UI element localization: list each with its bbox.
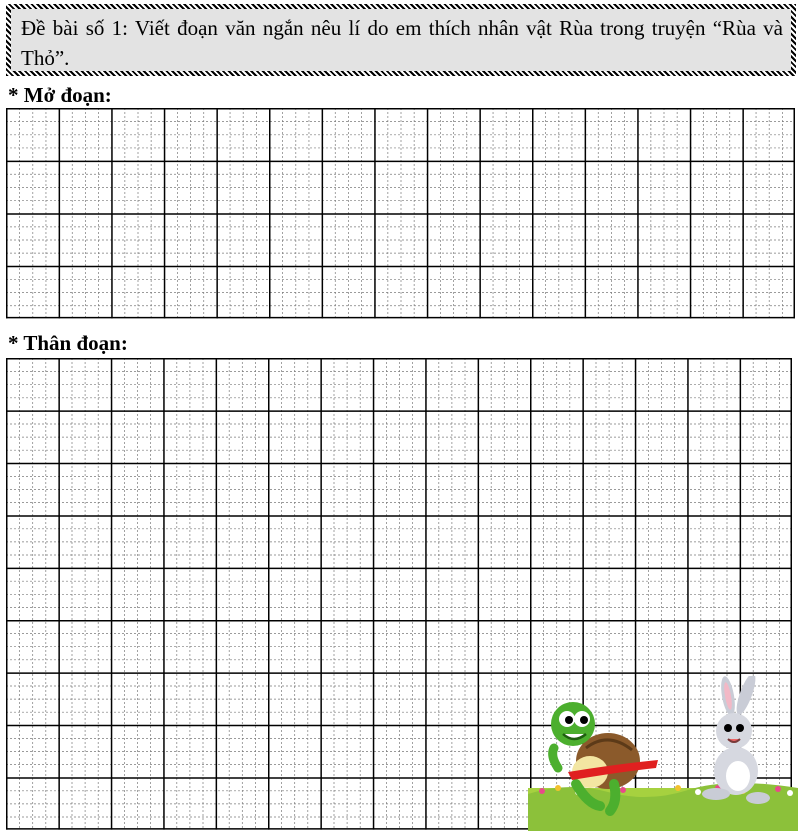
section-heading-than-doan: * Thân đoạn: <box>8 331 128 355</box>
section-heading-mo-doan: * Mở đoạn: <box>8 83 112 107</box>
prompt-text: Đề bài số 1: Viết đoạn văn ngắn nêu lí do em thích nhân vật Rùa trong truyện “Rùa và Thỏ”. <box>21 16 783 70</box>
writing-grid-mo-doan[interactable] <box>6 108 796 320</box>
prompt-box <box>6 4 796 76</box>
turtle-rabbit-illustration <box>528 676 798 831</box>
